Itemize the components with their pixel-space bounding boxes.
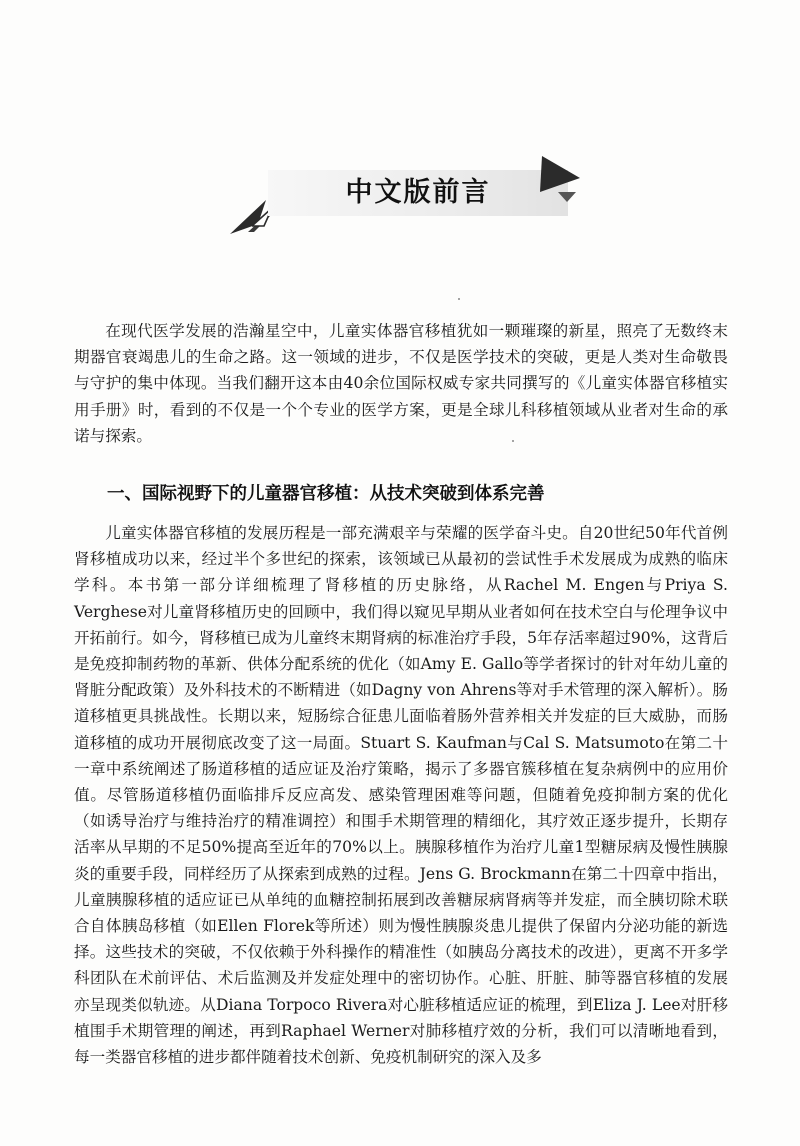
section-heading: 一、国际视野下的儿童器官移植：从技术突破到体系完善	[107, 484, 545, 504]
intro-paragraph: 在现代医学发展的浩瀚星空中，儿童实体器官移植犹如一颗璀璨的新星，照亮了无数终末期器官衰竭患儿的生命之路。这一领域的进步，不仅是医学技术的突破，更是人类对生命敬畏与守护的集中体现。当我们翻开这本由40余位国际权威专家共同撰写的《儿童实体器官移植实用手册》时，看到的不仅是一个个专业的医学方案，更是全球儿科移植领域从业者对生命的承诺与探索。	[74, 322, 728, 445]
section-paragraph: 儿童实体器官移植的发展历程是一部充满艰辛与荣耀的医学奋斗史。自20世纪50年代首例肾移植成功以来，经过半个多世纪的探索，该领域已从最初的尝试性手术发展成为成熟的临床学科。本书第一部分详细梳理了肾移植的历史脉络，从Rachel M. Engen与Priya S. Verghese对儿童肾移植历史的回顾中，我们得以窥见早期从业者如何在技术空白与伦理争议中开拓前行。如今，肾移植已成为儿童终末期肾病的标准治疗手段，5年存活率超过90%，这背后是免疫抑制药物的革新、供体分配系统的优化（如Amy E. Gallo等学者探讨的针对年幼儿童的肾脏分配政策）及外科技术的不断精进（如Dagny von Ahrens等对手术管理的深入解析）。肠道移植更具挑战性。长期以来，短肠综合征患儿面临着肠外营养相关并发症的巨大威胁，而肠道移植的成功开展彻底改变了这一局面。Stuart S. Kaufman与Cal S. Matsumoto在第二十一章中系统阐述了肠道移植的适应证及治疗策略，揭示了多器官簇移植在复杂病例中的应用价值。尽管肠道移植仍面临排斥反应高发、感染管理困难等问题，但随着免疫抑制方案的优化（如诱导治疗与维持治疗的精准调控）和围手术期管理的精细化，其疗效正逐步提升，长期存活率从早期的不足50%提高至近年的70%以上。胰腺移植作为治疗儿童1型糖尿病及慢性胰腺炎的重要手段，同样经历了从探索到成熟的过程。Jens G. Brockmann在第二十四章中指出，儿童胰腺移植的适应证已从单纯的血糖控制拓展到改善糖尿病肾病等并发症，而全胰切除术联合自体胰岛移植（如Ellen Florek等所述）则为慢性胰腺炎患儿提供了保留内分泌功能的新选择。这些技术的突破，不仅依赖于外科操作的精准性（如胰岛分离技术的改进），更离不开多学科团队在术前评估、术后监测及并发症处理中的密切协作。心脏、肝脏、肺等器官移植的发展亦呈现类似轨迹。从Diana Torpoco Rivera对心脏移植适应证的梳理，到Eliza J. Lee对肝移植围手术期管理的阐述，再到Raphael Werner对肺移植疗效的分析，我们可以清晰地看到，每一类器官移植的进步都伴随着技术创新、免疫机制研究的深入及多	[74, 524, 728, 1067]
title-banner	[268, 170, 568, 216]
triangle-ornament-small-icon	[558, 190, 576, 202]
scan-speck	[458, 298, 460, 300]
page-title: 中文版前言	[345, 177, 491, 208]
section-body	[74, 520, 728, 1070]
intro-section	[74, 318, 728, 449]
scan-speck	[512, 440, 514, 442]
